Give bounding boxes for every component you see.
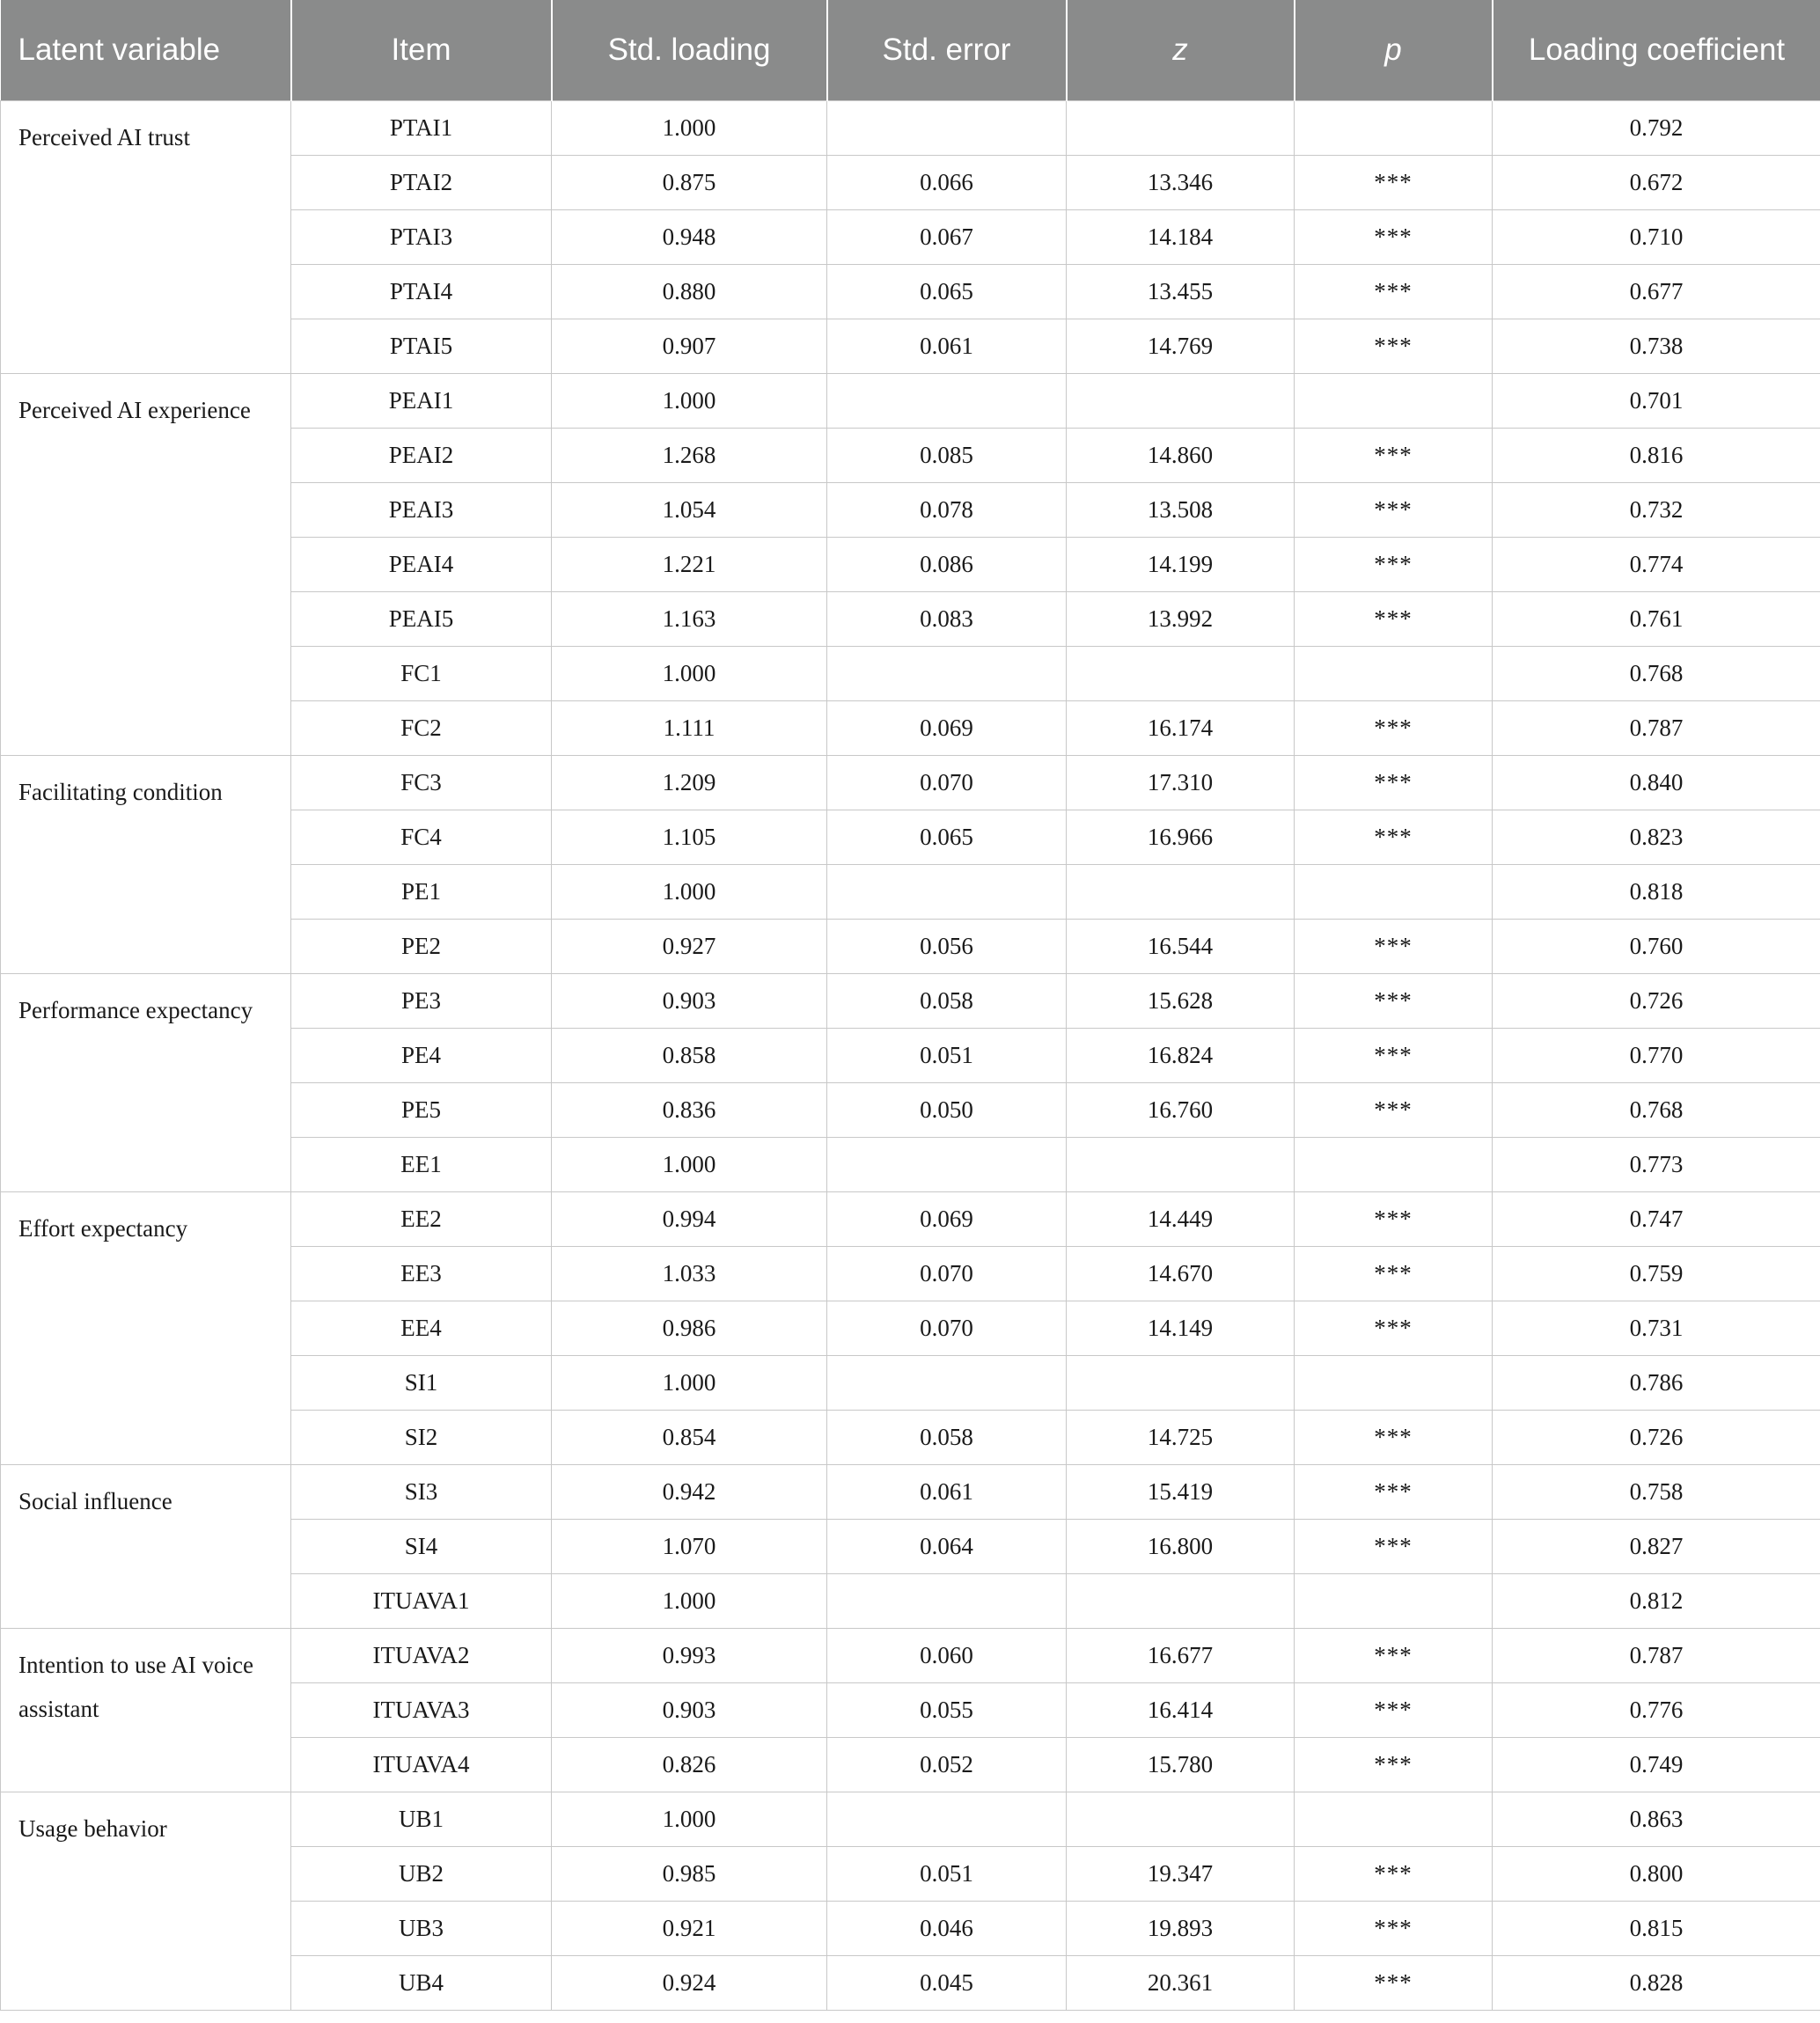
- std-loading-cell: 0.993: [552, 1628, 827, 1682]
- item-cell: UB2: [291, 1846, 552, 1901]
- std-error-cell: 0.056: [827, 919, 1067, 973]
- std-loading-cell: 1.054: [552, 482, 827, 537]
- z-cell: 15.628: [1067, 973, 1295, 1028]
- item-cell: FC1: [291, 646, 552, 700]
- std-error-cell: [827, 1573, 1067, 1628]
- std-error-cell: 0.045: [827, 1955, 1067, 2010]
- p-cell: [1295, 646, 1493, 700]
- std-error-cell: 0.067: [827, 209, 1067, 264]
- item-cell: PTAI3: [291, 209, 552, 264]
- loading-coefficient-cell: 0.726: [1493, 973, 1820, 1028]
- p-cell: ***: [1295, 919, 1493, 973]
- std-error-cell: 0.061: [827, 319, 1067, 373]
- std-loading-cell: 0.858: [552, 1028, 827, 1082]
- loading-coefficient-cell: 0.760: [1493, 919, 1820, 973]
- std-loading-cell: 1.000: [552, 864, 827, 919]
- loading-coefficient-cell: 0.786: [1493, 1355, 1820, 1410]
- p-cell: ***: [1295, 1846, 1493, 1901]
- p-cell: ***: [1295, 1519, 1493, 1573]
- latent-variable-cell: Usage behavior: [1, 1792, 291, 2010]
- item-cell: ITUAVA2: [291, 1628, 552, 1682]
- loading-coefficient-cell: 0.828: [1493, 1955, 1820, 2010]
- std-loading-cell: 0.907: [552, 319, 827, 373]
- z-cell: [1067, 100, 1295, 155]
- loading-coefficient-cell: 0.773: [1493, 1137, 1820, 1191]
- p-cell: ***: [1295, 1028, 1493, 1082]
- loading-coefficient-cell: 0.770: [1493, 1028, 1820, 1082]
- p-cell: ***: [1295, 428, 1493, 482]
- header-std-loading: Std. loading: [552, 0, 827, 100]
- loading-coefficient-cell: 0.749: [1493, 1737, 1820, 1792]
- z-cell: [1067, 1137, 1295, 1191]
- item-cell: PEAI4: [291, 537, 552, 591]
- p-cell: [1295, 864, 1493, 919]
- std-loading-cell: 0.924: [552, 1955, 827, 2010]
- p-cell: ***: [1295, 810, 1493, 864]
- p-cell: ***: [1295, 319, 1493, 373]
- loading-coefficient-cell: 0.768: [1493, 646, 1820, 700]
- p-cell: ***: [1295, 1682, 1493, 1737]
- loading-coefficient-cell: 0.823: [1493, 810, 1820, 864]
- item-cell: ITUAVA3: [291, 1682, 552, 1737]
- p-cell: ***: [1295, 1955, 1493, 2010]
- p-cell: ***: [1295, 1082, 1493, 1137]
- item-cell: PEAI1: [291, 373, 552, 428]
- header-p: p: [1295, 0, 1493, 100]
- header-std-error: Std. error: [827, 0, 1067, 100]
- std-error-cell: [827, 100, 1067, 155]
- item-cell: FC3: [291, 755, 552, 810]
- item-cell: PE1: [291, 864, 552, 919]
- header-loading-coefficient: Loading coefficient: [1493, 0, 1820, 100]
- p-cell: [1295, 373, 1493, 428]
- std-error-cell: 0.083: [827, 591, 1067, 646]
- std-loading-cell: 0.942: [552, 1464, 827, 1519]
- std-error-cell: 0.052: [827, 1737, 1067, 1792]
- loading-coefficient-cell: 0.800: [1493, 1846, 1820, 1901]
- z-cell: 16.760: [1067, 1082, 1295, 1137]
- loading-coefficient-cell: 0.759: [1493, 1246, 1820, 1301]
- item-cell: PTAI2: [291, 155, 552, 209]
- z-cell: [1067, 1355, 1295, 1410]
- header-z: z: [1067, 0, 1295, 100]
- std-loading-cell: 0.921: [552, 1901, 827, 1955]
- loading-coefficient-cell: 0.758: [1493, 1464, 1820, 1519]
- item-cell: SI1: [291, 1355, 552, 1410]
- loading-coefficient-cell: 0.787: [1493, 700, 1820, 755]
- table-row: [1, 1628, 1820, 1682]
- p-cell: ***: [1295, 1901, 1493, 1955]
- loading-coefficient-cell: 0.840: [1493, 755, 1820, 810]
- table-row: [1, 1191, 1820, 1246]
- std-error-cell: 0.078: [827, 482, 1067, 537]
- std-loading-cell: 0.985: [552, 1846, 827, 1901]
- z-cell: 13.992: [1067, 591, 1295, 646]
- item-cell: ITUAVA4: [291, 1737, 552, 1792]
- std-error-cell: 0.051: [827, 1028, 1067, 1082]
- std-loading-cell: 0.986: [552, 1301, 827, 1355]
- z-cell: 16.966: [1067, 810, 1295, 864]
- loading-coefficient-cell: 0.863: [1493, 1792, 1820, 1846]
- std-error-cell: 0.064: [827, 1519, 1067, 1573]
- item-cell: SI3: [291, 1464, 552, 1519]
- z-cell: 14.184: [1067, 209, 1295, 264]
- loading-coefficient-cell: 0.731: [1493, 1301, 1820, 1355]
- loading-coefficient-cell: 0.776: [1493, 1682, 1820, 1737]
- z-cell: 19.893: [1067, 1901, 1295, 1955]
- z-cell: 14.449: [1067, 1191, 1295, 1246]
- item-cell: FC2: [291, 700, 552, 755]
- loading-coefficient-cell: 0.787: [1493, 1628, 1820, 1682]
- z-cell: 15.780: [1067, 1737, 1295, 1792]
- item-cell: EE4: [291, 1301, 552, 1355]
- std-loading-cell: 1.163: [552, 591, 827, 646]
- table-row: [1, 100, 1820, 155]
- item-cell: PEAI2: [291, 428, 552, 482]
- table-header: [1, 0, 1820, 100]
- std-error-cell: 0.051: [827, 1846, 1067, 1901]
- loading-coefficient-cell: 0.815: [1493, 1901, 1820, 1955]
- std-error-cell: 0.065: [827, 264, 1067, 319]
- z-cell: [1067, 646, 1295, 700]
- z-cell: 20.361: [1067, 1955, 1295, 2010]
- p-cell: ***: [1295, 1301, 1493, 1355]
- loading-coefficient-cell: 0.672: [1493, 155, 1820, 209]
- latent-variable-cell: Social influence: [1, 1464, 291, 1628]
- std-loading-cell: 1.209: [552, 755, 827, 810]
- std-error-cell: 0.069: [827, 700, 1067, 755]
- std-loading-cell: 0.903: [552, 973, 827, 1028]
- p-cell: ***: [1295, 700, 1493, 755]
- std-loading-cell: 1.000: [552, 373, 827, 428]
- std-loading-cell: 1.000: [552, 1137, 827, 1191]
- p-cell: ***: [1295, 209, 1493, 264]
- z-cell: 17.310: [1067, 755, 1295, 810]
- loading-coefficient-cell: 0.761: [1493, 591, 1820, 646]
- std-loading-cell: 0.927: [552, 919, 827, 973]
- latent-variable-cell: Intention to use AI voice assistant: [1, 1628, 291, 1792]
- item-cell: EE1: [291, 1137, 552, 1191]
- latent-variable-cell: Perceived AI experience: [1, 373, 291, 755]
- z-cell: 16.800: [1067, 1519, 1295, 1573]
- std-error-cell: 0.058: [827, 973, 1067, 1028]
- table-body: [1, 100, 1820, 2010]
- std-error-cell: 0.086: [827, 537, 1067, 591]
- item-cell: EE2: [291, 1191, 552, 1246]
- std-loading-cell: 0.875: [552, 155, 827, 209]
- std-error-cell: 0.060: [827, 1628, 1067, 1682]
- p-cell: ***: [1295, 591, 1493, 646]
- z-cell: 16.824: [1067, 1028, 1295, 1082]
- std-error-cell: [827, 864, 1067, 919]
- std-loading-cell: 0.826: [552, 1737, 827, 1792]
- loading-coefficient-cell: 0.768: [1493, 1082, 1820, 1137]
- std-loading-cell: 1.268: [552, 428, 827, 482]
- std-loading-cell: 1.000: [552, 646, 827, 700]
- item-cell: UB3: [291, 1901, 552, 1955]
- p-cell: [1295, 1792, 1493, 1846]
- p-cell: [1295, 1573, 1493, 1628]
- item-cell: PEAI3: [291, 482, 552, 537]
- loading-coefficient-cell: 0.812: [1493, 1573, 1820, 1628]
- item-cell: UB1: [291, 1792, 552, 1846]
- std-loading-cell: 1.000: [552, 1355, 827, 1410]
- latent-variable-cell: Perceived AI trust: [1, 100, 291, 373]
- item-cell: SI2: [291, 1410, 552, 1464]
- std-error-cell: [827, 373, 1067, 428]
- z-cell: 16.544: [1067, 919, 1295, 973]
- item-cell: PE4: [291, 1028, 552, 1082]
- p-cell: [1295, 1355, 1493, 1410]
- std-loading-cell: 1.000: [552, 100, 827, 155]
- loading-coefficient-cell: 0.792: [1493, 100, 1820, 155]
- loading-coefficient-cell: 0.747: [1493, 1191, 1820, 1246]
- loading-coefficient-cell: 0.677: [1493, 264, 1820, 319]
- std-loading-cell: 1.070: [552, 1519, 827, 1573]
- std-loading-cell: 0.836: [552, 1082, 827, 1137]
- std-loading-cell: 1.000: [552, 1792, 827, 1846]
- p-cell: ***: [1295, 155, 1493, 209]
- std-loading-cell: 1.000: [552, 1573, 827, 1628]
- std-error-cell: 0.058: [827, 1410, 1067, 1464]
- std-error-cell: 0.046: [827, 1901, 1067, 1955]
- table-row: [1, 973, 1820, 1028]
- loading-coefficient-cell: 0.710: [1493, 209, 1820, 264]
- p-cell: ***: [1295, 1628, 1493, 1682]
- p-cell: ***: [1295, 973, 1493, 1028]
- std-error-cell: 0.061: [827, 1464, 1067, 1519]
- p-cell: ***: [1295, 482, 1493, 537]
- item-cell: PE3: [291, 973, 552, 1028]
- z-cell: 16.677: [1067, 1628, 1295, 1682]
- loading-coefficient-cell: 0.818: [1493, 864, 1820, 919]
- header-latent-variable: Latent variable: [1, 0, 291, 100]
- z-cell: 14.860: [1067, 428, 1295, 482]
- std-error-cell: 0.065: [827, 810, 1067, 864]
- z-cell: 13.455: [1067, 264, 1295, 319]
- std-loading-cell: 1.033: [552, 1246, 827, 1301]
- z-cell: 14.199: [1067, 537, 1295, 591]
- item-cell: PE5: [291, 1082, 552, 1137]
- z-cell: [1067, 1573, 1295, 1628]
- std-loading-cell: 0.994: [552, 1191, 827, 1246]
- std-error-cell: 0.070: [827, 755, 1067, 810]
- std-loading-cell: 0.880: [552, 264, 827, 319]
- std-error-cell: [827, 1792, 1067, 1846]
- std-loading-cell: 1.105: [552, 810, 827, 864]
- std-error-cell: [827, 1137, 1067, 1191]
- std-error-cell: 0.055: [827, 1682, 1067, 1737]
- std-loading-cell: 0.903: [552, 1682, 827, 1737]
- z-cell: 16.414: [1067, 1682, 1295, 1737]
- p-cell: ***: [1295, 1464, 1493, 1519]
- table-row: [1, 1792, 1820, 1846]
- std-loading-cell: 1.111: [552, 700, 827, 755]
- z-cell: [1067, 1792, 1295, 1846]
- std-error-cell: 0.069: [827, 1191, 1067, 1246]
- std-error-cell: [827, 1355, 1067, 1410]
- header-row: [1, 0, 1820, 100]
- table-row: [1, 1464, 1820, 1519]
- std-error-cell: 0.070: [827, 1301, 1067, 1355]
- loading-coefficient-cell: 0.726: [1493, 1410, 1820, 1464]
- table-row: [1, 373, 1820, 428]
- p-cell: ***: [1295, 1246, 1493, 1301]
- z-cell: 14.670: [1067, 1246, 1295, 1301]
- z-cell: 13.346: [1067, 155, 1295, 209]
- z-cell: 14.725: [1067, 1410, 1295, 1464]
- item-cell: PTAI1: [291, 100, 552, 155]
- loading-coefficient-cell: 0.738: [1493, 319, 1820, 373]
- table-row: [1, 755, 1820, 810]
- p-cell: ***: [1295, 537, 1493, 591]
- z-cell: 19.347: [1067, 1846, 1295, 1901]
- std-loading-cell: 1.221: [552, 537, 827, 591]
- item-cell: PE2: [291, 919, 552, 973]
- latent-variable-cell: Facilitating condition: [1, 755, 291, 973]
- item-cell: PTAI4: [291, 264, 552, 319]
- loading-coefficient-cell: 0.732: [1493, 482, 1820, 537]
- p-cell: ***: [1295, 1737, 1493, 1792]
- z-cell: [1067, 373, 1295, 428]
- loading-coefficient-cell: 0.701: [1493, 373, 1820, 428]
- p-cell: ***: [1295, 755, 1493, 810]
- item-cell: PTAI5: [291, 319, 552, 373]
- header-item: Item: [291, 0, 552, 100]
- z-cell: 13.508: [1067, 482, 1295, 537]
- std-loading-cell: 0.948: [552, 209, 827, 264]
- p-cell: [1295, 100, 1493, 155]
- latent-variable-cell: Effort expectancy: [1, 1191, 291, 1464]
- item-cell: ITUAVA1: [291, 1573, 552, 1628]
- loading-coefficient-cell: 0.816: [1493, 428, 1820, 482]
- z-cell: 15.419: [1067, 1464, 1295, 1519]
- std-error-cell: [827, 646, 1067, 700]
- std-error-cell: 0.066: [827, 155, 1067, 209]
- item-cell: PEAI5: [291, 591, 552, 646]
- std-loading-cell: 0.854: [552, 1410, 827, 1464]
- p-cell: ***: [1295, 1410, 1493, 1464]
- item-cell: EE3: [291, 1246, 552, 1301]
- loading-coefficient-cell: 0.774: [1493, 537, 1820, 591]
- z-cell: 14.149: [1067, 1301, 1295, 1355]
- p-cell: [1295, 1137, 1493, 1191]
- loading-coefficient-cell: 0.827: [1493, 1519, 1820, 1573]
- item-cell: FC4: [291, 810, 552, 864]
- z-cell: 14.769: [1067, 319, 1295, 373]
- p-cell: ***: [1295, 1191, 1493, 1246]
- item-cell: UB4: [291, 1955, 552, 2010]
- latent-variable-cell: Performance expectancy: [1, 973, 291, 1191]
- p-cell: ***: [1295, 264, 1493, 319]
- std-error-cell: 0.085: [827, 428, 1067, 482]
- std-error-cell: 0.050: [827, 1082, 1067, 1137]
- item-cell: SI4: [291, 1519, 552, 1573]
- std-error-cell: 0.070: [827, 1246, 1067, 1301]
- z-cell: 16.174: [1067, 700, 1295, 755]
- z-cell: [1067, 864, 1295, 919]
